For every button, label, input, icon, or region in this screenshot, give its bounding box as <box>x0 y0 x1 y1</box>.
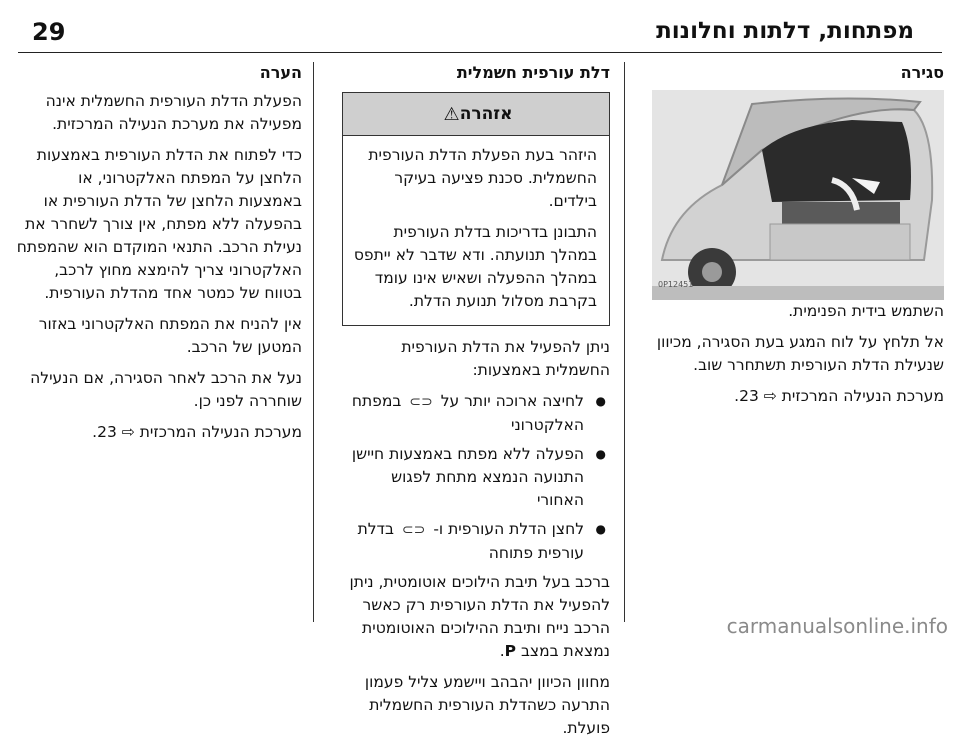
page-reference-icon: ⇨ <box>763 387 777 405</box>
warning-paragraph: היזהר בעת הפעלת הדלת העורפית החשמלית. סכנת פציעה בעיקר בילדים. <box>368 146 597 210</box>
note-column <box>12 62 302 452</box>
list-item <box>342 390 610 437</box>
paragraph-end: . <box>499 642 505 660</box>
tailgate-photo <box>652 90 944 300</box>
warning-header <box>343 93 609 136</box>
page-reference-icon: ⇨ <box>121 423 135 441</box>
warning-body <box>343 136 609 325</box>
note-paragraph: כדי לפתוח את הדלת העורפית באמצעות הלחצן על המפתח האלקטרוני, או באמצעות הלחצן של הדלת העורפית או בהפעלה ללא מפתח, אין צורך לשחרר את נעילת הרכב. התנאי המוקדם הוא שהמפתח האלקטרוני צריך להימצא מחוץ לרכב, בטווח של כמטר אחד מהדלת העורפית. <box>16 146 302 302</box>
chapter-title: מפתחות, דלתות וחלונות <box>656 18 914 44</box>
open-tailgate-illustration <box>652 90 944 300</box>
watermark: carmanualsonline.info <box>726 614 948 638</box>
gear-position: P <box>504 642 516 660</box>
electric-tailgate-column <box>342 62 610 748</box>
list-item-text: בדלת עורפית פתוחה <box>357 520 584 562</box>
column-divider <box>624 62 625 622</box>
closing-paragraph: אל תלחץ על לוח המגע בעת הסגירה, מכיוון שנעילת הדלת העורפית תשתחרר שוב. <box>656 333 944 374</box>
list-item-text: לחיצה ארוכה יותר על <box>440 392 584 410</box>
reference-text: מערכת הנעילה המרכזית <box>139 423 302 441</box>
list-item-text: הפעלה ללא מפתח באמצעות חיישן התנועה הנמצא מתחת לפגוש האחורי <box>351 445 584 509</box>
note-paragraph: נעל את הרכב לאחר הסגירה, אם הנעילה שוחררה לפני כן. <box>30 369 302 410</box>
reference-text: מערכת הנעילה המרכזית <box>781 387 944 405</box>
closing-caption: השתמש בידית הפנימית. <box>788 302 944 320</box>
closing-column <box>624 62 944 416</box>
warning-title: אזהרה <box>459 103 513 124</box>
warning-paragraph: התבונן בדריכות בדלת העורפית במהלך תנועתה. ודא שדבר לא ייתפס במהלך ההפעלה ושאיש אינו עומד בקרבת מסלול תנועת הדלת. <box>353 223 597 310</box>
electric-tailgate-heading: דלת עורפית חשמלית <box>456 63 610 82</box>
list-item-text: לחצן הדלת העורפית ו- <box>433 520 584 538</box>
closing-reference: מערכת הנעילה המרכזית ⇨ 23. <box>734 387 944 405</box>
image-code: 0P12451 <box>658 280 694 289</box>
list-item <box>342 443 610 512</box>
warning-box <box>342 92 610 326</box>
reference-page: 23 <box>97 423 117 441</box>
signal-paragraph: מחוון הכיוון יהבהב ויישמע צליל פעמון התרעה כשהדלת העורפית החשמלית פועלת. <box>364 673 610 737</box>
column-divider <box>313 62 314 622</box>
closing-heading: סגירה <box>900 63 944 82</box>
page-number: 29 <box>32 18 66 46</box>
list-item-text: במפתח האלקטרוני <box>351 392 584 434</box>
tailgate-key-icon: ⊂⊃ <box>401 522 426 538</box>
automatic-transmission-paragraph <box>342 571 610 663</box>
warning-triangle-icon: ⚠ <box>443 103 460 125</box>
list-item <box>342 518 610 565</box>
tailgate-key-icon: ⊂⊃ <box>409 394 433 410</box>
note-heading: הערה <box>259 63 302 82</box>
note-paragraph: אין להניח את המפתח האלקטרוני באזור המטען של הרכב. <box>38 315 302 356</box>
operation-list <box>342 390 610 565</box>
page-header <box>18 0 942 53</box>
reference-page: 23 <box>739 387 759 405</box>
paragraph-text: ברכב בעל תיבת הילוכים אוטומטית, ניתן להפעיל את הדלת העורפית רק כאשר הרכב נייח ותיבת ההילוכים האוטומטית נמצאת במצב <box>349 573 610 660</box>
note-reference: מערכת הנעילה המרכזית ⇨ 23. <box>92 423 302 441</box>
note-paragraph: הפעלת הדלת העורפית החשמלית אינה מפעילה את מערכת הנעילה המרכזית. <box>45 92 302 133</box>
operation-intro: ניתן להפעיל את הדלת העורפית החשמלית באמצעות: <box>401 338 610 379</box>
